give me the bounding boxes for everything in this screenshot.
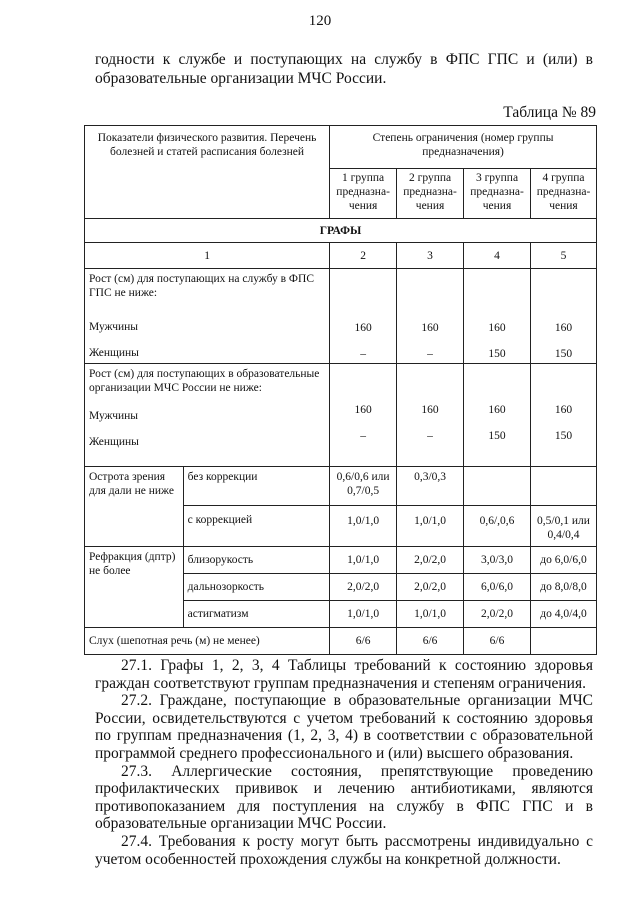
height-edu-group-1: 160 – <box>330 364 397 467</box>
body-text <box>95 657 593 868</box>
page-number: 120 <box>308 13 332 29</box>
hearing-group-3: 6/6 <box>464 628 531 655</box>
height-edu-title: Рост (см) для поступающих в образовательные организации МЧС России не ниже: <box>89 368 320 394</box>
intro-text: годности к службе и поступающих на службу в ФПС ГПС и (или) в образовательные организации МЧС России. <box>95 51 593 87</box>
header-degree: Степень ограничения (номер группы предназначения) <box>330 126 597 169</box>
height-fps-group-1: 160 – <box>330 269 397 364</box>
table-row-myopia <box>85 547 597 574</box>
height-fps-women-label: Женщины <box>89 347 139 359</box>
grafy-row: ГРАФЫ <box>85 219 597 243</box>
paragraph-27-1: 27.1. Графы 1, 2, 3, 4 Таблицы требований к состоянию здоровья граждан соответствуют группам предназначения и степеням ограничения. <box>95 657 593 692</box>
height-edu-group-3: 160 150 <box>464 364 531 467</box>
height-fps-group-2: 160 – <box>397 269 464 364</box>
height-edu-women-label: Женщины <box>89 436 139 448</box>
vision-uncorrected-group-1: 0,6/0,6 или 0,7/0,5 <box>330 467 397 506</box>
table-row-height-fps <box>85 269 597 364</box>
table-row-hearing <box>85 628 597 655</box>
refraction-sub-astigmatism: астигматизм <box>183 601 329 628</box>
paragraph-27-2: 27.2. Граждане, поступающие в образовательные организации МЧС России, освидетельствуются с учетом требований к состоянию здоровья по группам предназначения (1, 2, 3, 4) в соответствии с образовательной программой среднего профессионального и (или) высшего образования. <box>95 692 593 762</box>
myopia-group-2: 2,0/2,0 <box>397 547 464 574</box>
vision-uncorrected-group-2: 0,3/0,3 <box>397 467 464 506</box>
hyperopia-group-3: 6,0/6,0 <box>464 574 531 601</box>
col-number-2: 2 <box>330 243 397 269</box>
requirements-table <box>84 125 597 655</box>
astigmatism-group-1: 1,0/1,0 <box>330 601 397 628</box>
height-fps-group-4: 160 150 <box>530 269 596 364</box>
height-edu-group-2: 160 – <box>397 364 464 467</box>
header-group-2: 2 группа предназна-чения <box>397 169 464 219</box>
astigmatism-group-3: 2,0/2,0 <box>464 601 531 628</box>
refraction-label: Рефракция (дптр) не более <box>85 547 184 628</box>
vision-uncorrected-group-3 <box>464 467 531 506</box>
myopia-group-4: до 6,0/6,0 <box>530 547 596 574</box>
vision-label: Острота зрения для дали не ниже <box>85 467 184 547</box>
height-edu-men-label: Мужчины <box>89 410 139 422</box>
header-group-3: 3 группа предназна-чения <box>464 169 531 219</box>
height-fps-title: Рост (см) для поступающих на службу в ФПС ГПС не ниже: <box>89 273 314 299</box>
col-number-1: 1 <box>85 243 330 269</box>
vision-corrected-group-3: 0,6/,0,6 <box>464 506 531 547</box>
table-row-vision-uncorrected <box>85 467 597 506</box>
hyperopia-group-2: 2,0/2,0 <box>397 574 464 601</box>
height-edu-group-4: 160 150 <box>530 364 596 467</box>
vision-corrected-group-1: 1,0/1,0 <box>330 506 397 547</box>
myopia-group-3: 3,0/3,0 <box>464 547 531 574</box>
col-number-5: 5 <box>530 243 596 269</box>
paragraph-27-4: 27.4. Требования к росту могут быть рассмотрены индивидуально с учетом особенностей прохождения службы на конкретной должности. <box>95 832 593 868</box>
astigmatism-group-4: до 4,0/4,0 <box>530 601 596 628</box>
table-title: Таблица № 89 <box>503 104 596 121</box>
vision-sub-corrected: с коррекцией <box>183 506 329 547</box>
myopia-group-1: 1,0/1,0 <box>330 547 397 574</box>
refraction-sub-hyperopia: дальнозоркость <box>183 574 329 601</box>
hearing-group-1: 6/6 <box>330 628 397 655</box>
height-edu-label-cell <box>85 364 330 467</box>
height-fps-men-label: Мужчины <box>89 321 139 333</box>
table-row-height-edu <box>85 364 597 467</box>
height-fps-label-cell <box>85 269 330 364</box>
refraction-sub-myopia: близорукость <box>183 547 329 574</box>
vision-corrected-group-4: 0,5/0,1 или 0,4/0,4 <box>530 506 596 547</box>
astigmatism-group-2: 1,0/1,0 <box>397 601 464 628</box>
hearing-group-2: 6/6 <box>397 628 464 655</box>
hyperopia-group-1: 2,0/2,0 <box>330 574 397 601</box>
vision-uncorrected-group-4 <box>530 467 596 506</box>
vision-corrected-group-2: 1,0/1,0 <box>397 506 464 547</box>
vision-sub-uncorrected: без коррекции <box>183 467 329 506</box>
header-indicators: Показатели физического развития. Перечень болезней и статей расписания болезней <box>85 126 330 219</box>
hyperopia-group-4: до 8,0/8,0 <box>530 574 596 601</box>
hearing-label: Слух (шепотная речь (м) не менее) <box>85 628 330 655</box>
header-group-1: 1 группа предназна-чения <box>330 169 397 219</box>
col-number-4: 4 <box>464 243 531 269</box>
height-fps-group-3: 160 150 <box>464 269 531 364</box>
col-number-3: 3 <box>397 243 464 269</box>
hearing-group-4 <box>530 628 596 655</box>
paragraph-27-3: 27.3. Аллергические состояния, препятствующие проведению профилактических прививок и лечению антибиотиками, являются противопоказанием для поступления на службу в ФПС ГПС и в образовательные организации МЧС России. <box>95 762 593 833</box>
header-group-4: 4 группа предназна-чения <box>530 169 596 219</box>
